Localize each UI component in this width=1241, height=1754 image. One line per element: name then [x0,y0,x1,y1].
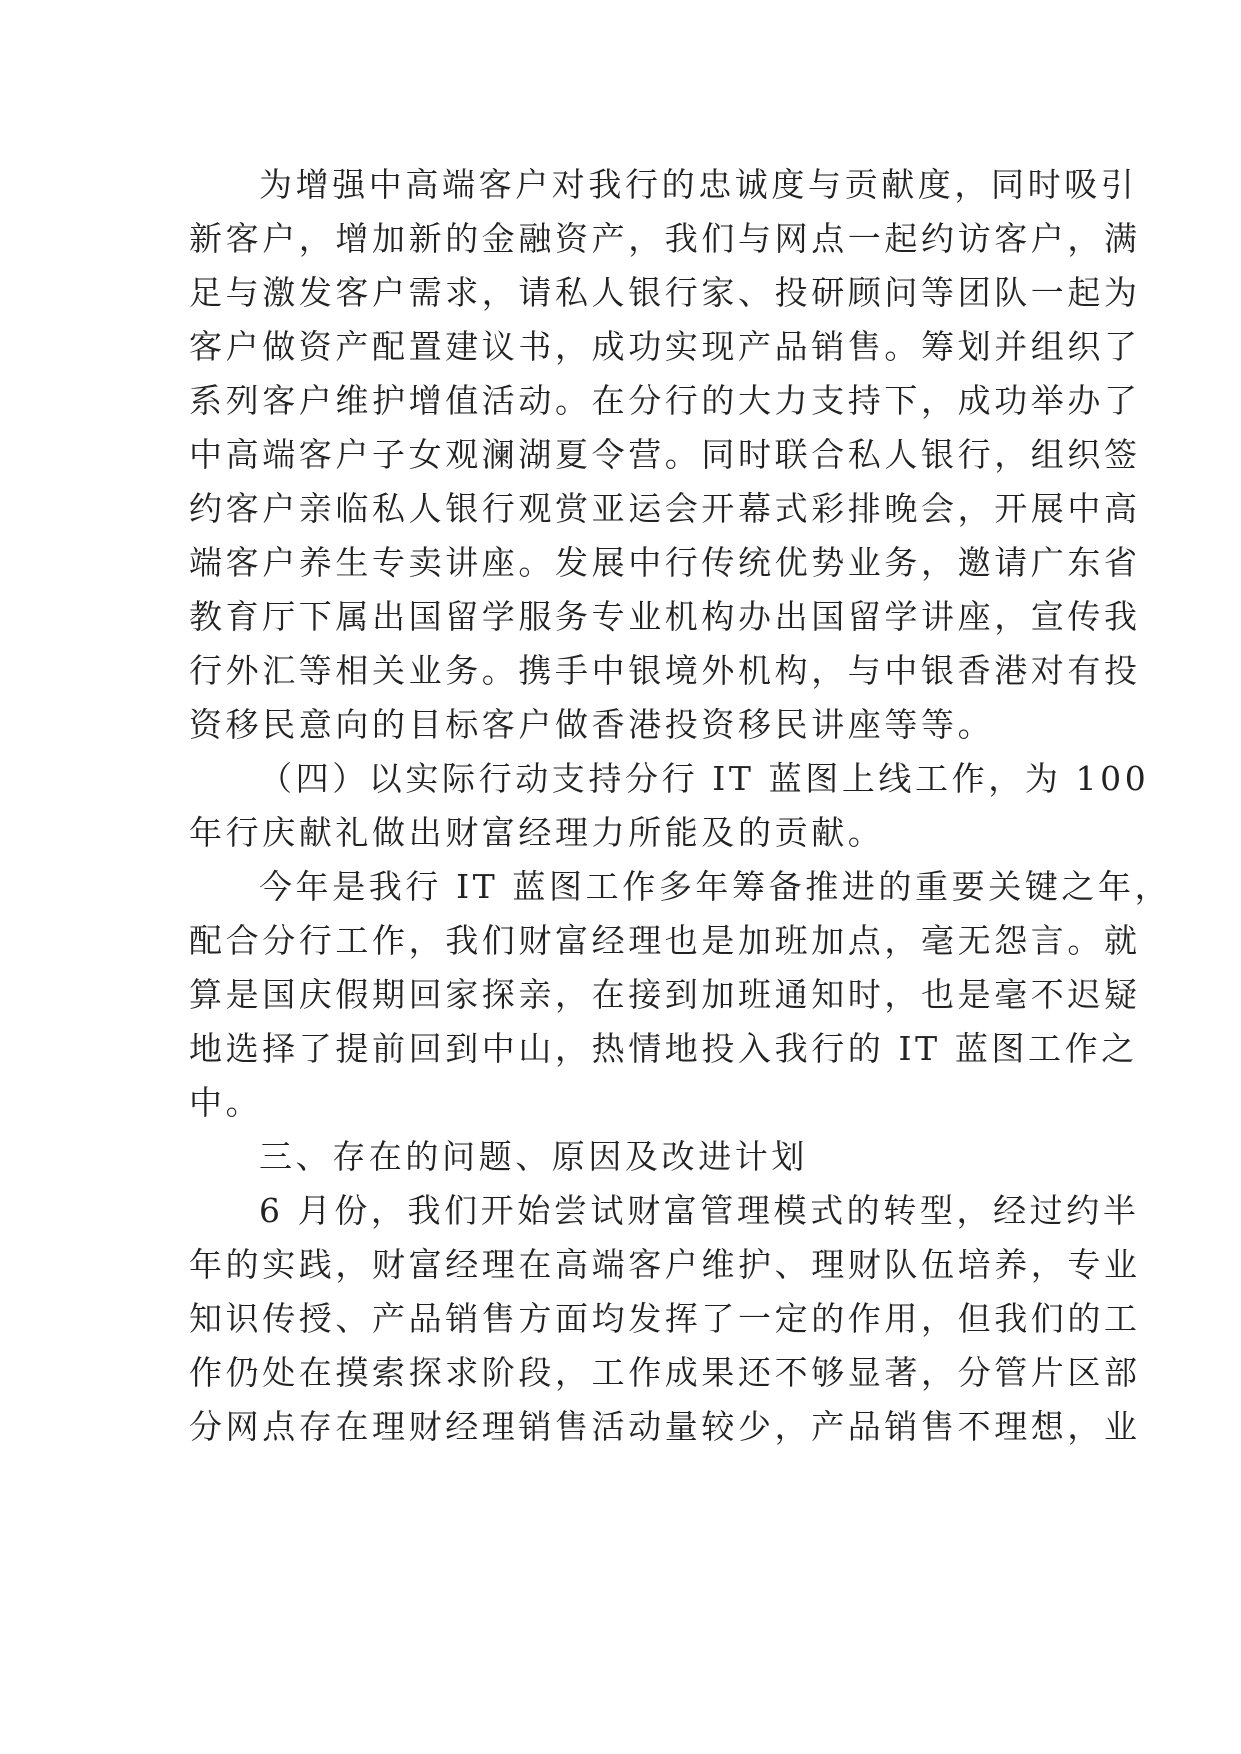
text-line: 作仍处在摸索探求阶段，工作成果还不够显著，分管片区部 [189,1353,1141,1392]
text-line: 年行庆献礼做出财富经理力所能及的贡献。 [189,813,885,852]
text-line: 客户做资产配置建议书，成功实现产品销售。筹划并组织了 [189,327,1141,366]
text-line: 资移民意向的目标客户做香港投资移民讲座等等。 [189,705,995,744]
text-line: 足与激发客户需求，请私人银行家、投研顾问等团队一起为 [189,273,1141,312]
section-heading-line: 三、存在的问题、原因及改进计划 [259,1137,808,1176]
text-line: 分网点存在理财经理销售活动量较少，产品销售不理想，业 [189,1407,1141,1446]
section-heading-line: （四）以实际行动支持分行 IT 蓝图上线工作，为 100 [259,759,1150,798]
text-line: 系列客户维护增值活动。在分行的大力支持下，成功举办了 [189,381,1141,420]
text-line: 中。 [189,1083,263,1122]
body-text [189,158,1172,1454]
text-line: 约客户亲临私人银行观赏亚运会开幕式彩排晚会，开展中高 [189,489,1141,528]
text-line: 端客户养生专卖讲座。发展中行传统优势业务，邀请广东省 [189,543,1141,582]
text-line: 为增强中高端客户对我行的忠诚度与贡献度，同时吸引 [259,165,1138,204]
text-line: 知识传授、产品销售方面均发挥了一定的作用，但我们的工 [189,1299,1141,1338]
text-line: 新客户，增加新的金融资产，我们与网点一起约访客户，满 [189,219,1141,258]
text-line: 算是国庆假期回家探亲，在接到加班通知时，也是毫不迟疑 [189,975,1141,1014]
text-line: 6 月份，我们开始尝试财富管理模式的转型，经过约半 [259,1191,1140,1230]
text-line: 年的实践，财富经理在高端客户维护、理财队伍培养，专业 [189,1245,1141,1284]
text-line: 今年是我行 IT 蓝图工作多年筹备推进的重要关键之年， [259,867,1172,906]
text-line: 地选择了提前回到中山，热情地投入我行的 IT 蓝图工作之 [189,1029,1138,1068]
text-line: 教育厅下属出国留学服务专业机构办出国留学讲座，宣传我 [189,597,1141,636]
text-line: 行外汇等相关业务。携手中银境外机构，与中银香港对有投 [189,651,1141,690]
text-line: 配合分行工作，我们财富经理也是加班加点，毫无怨言。就 [189,921,1141,960]
text-line: 中高端客户子女观澜湖夏令营。同时联合私人银行，组织签 [189,435,1141,474]
